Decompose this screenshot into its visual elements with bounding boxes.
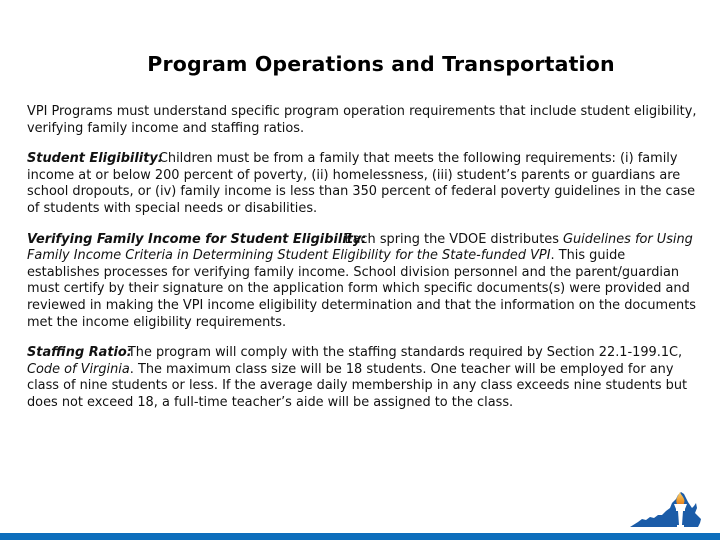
virginia-torch-logo-icon bbox=[628, 486, 704, 530]
code-of-virginia-citation: Code of Virginia bbox=[27, 361, 130, 377]
student-eligibility-label: Student Eligibility: bbox=[27, 151, 163, 167]
staffing-ratio-label: Staffing Ratio: bbox=[27, 345, 132, 361]
staffing-ratio-text-start: The program will comply with the staffing standards required by Section 22.1-199.1C, bbox=[127, 345, 683, 361]
verifying-income-label: Verifying Family Income for Student Eligibility: bbox=[27, 231, 367, 247]
staffing-ratio-paragraph bbox=[27, 345, 699, 411]
guidelines-title: Guidelines for Using Family Income Criteria in Determining Student Eligibility for the State-funded VPI bbox=[27, 231, 693, 264]
verifying-income-text-start: Each spring the VDOE distributes bbox=[344, 231, 564, 247]
slide-title: Program Operations and Transportation bbox=[147, 52, 615, 76]
slide-body bbox=[27, 104, 699, 426]
verifying-income-text-end: . This guide establishes processes for verifying family income. School division personnel and the parent/guardian must certify by their signature on the application form which specific documents(s) were provided and reviewed in making the VPI income eligibility determination and that the information on the documents met the income eligibility requirements. bbox=[27, 248, 696, 330]
verifying-income-paragraph bbox=[27, 232, 699, 332]
intro-paragraph: VPI Programs must understand specific program operation requirements that include student eligibility, verifying family income and staffing ratios. bbox=[27, 104, 697, 136]
footer-accent-bar bbox=[0, 533, 720, 540]
staffing-ratio-text-end: . The maximum class size will be 18 students. One teacher will be employed for any class of nine students or less. If the average daily membership in any class exceeds nine students but does not exceed 18, a full-time teacher’s aide will be assigned to the class. bbox=[27, 361, 688, 410]
student-eligibility-text: Children must be from a family that meets the following requirements: (i) family income at or below 200 percent of poverty, (ii) homelessness, (iii) student’s parents or guardians are school dropouts, or (iv) family income is less than 350 percent of federal poverty guidelines in the case of students with special needs or disabilities. bbox=[27, 151, 696, 216]
student-eligibility-paragraph bbox=[27, 151, 699, 217]
